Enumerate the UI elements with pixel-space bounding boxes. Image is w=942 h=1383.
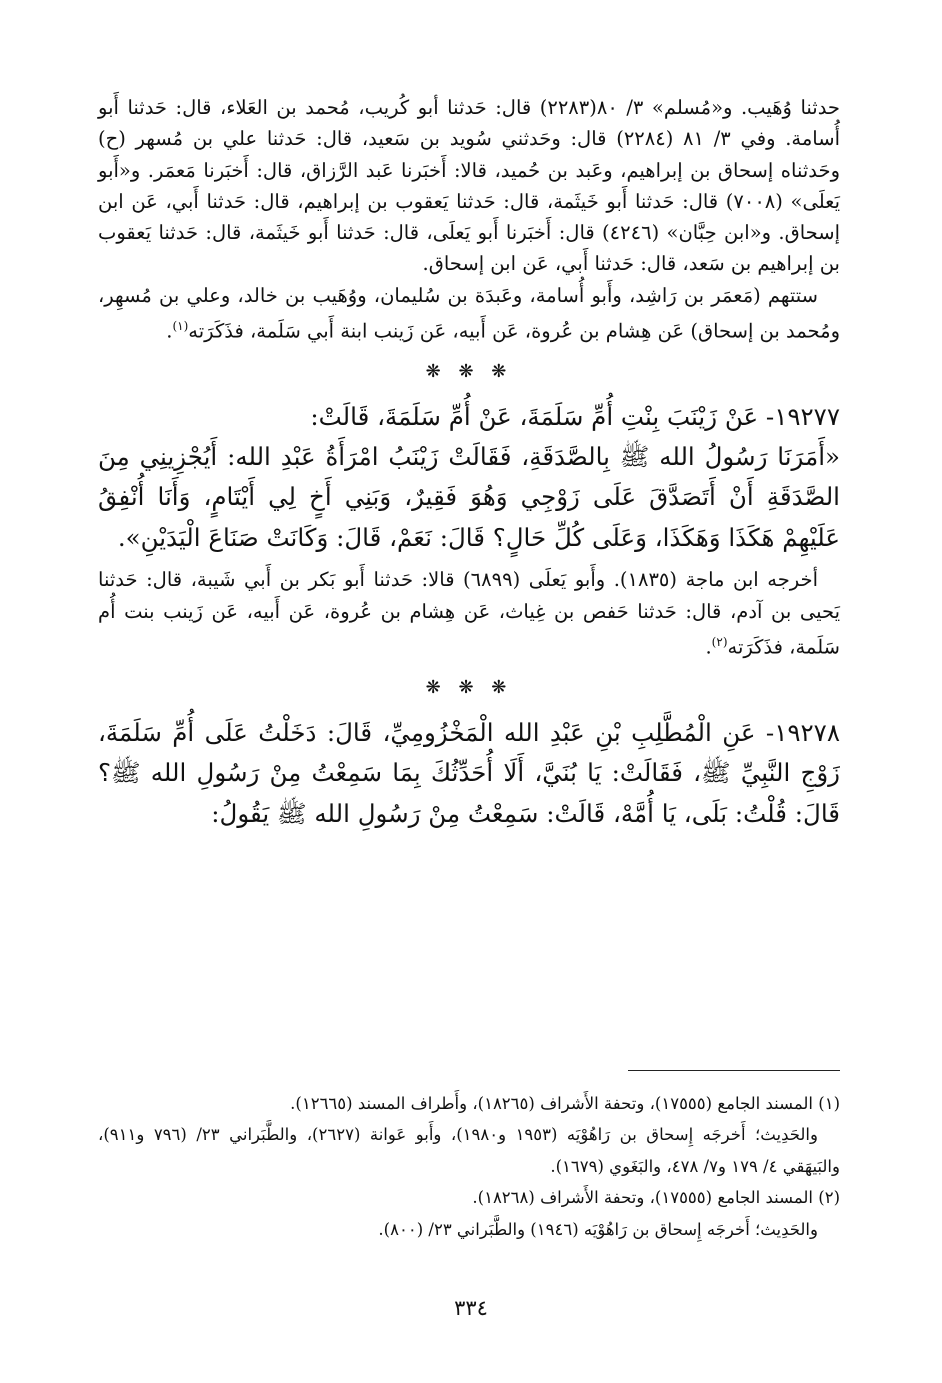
hadith-19277-text: «أَمَرَنَا رَسُولُ الله ﷺ بِالصَّدَقَةِ، فَقَالَتْ زَيْنَبُ امْرَأَةُ عَبْدِ الله: أَيُجْزِينِي مِنَ الصَّدَقَةِ أَنْ أَتَصَدَّقَ عَلَى زَوْجِي وَهُوَ فَقِيرٌ، وَبَنِي أَخٍ لِي أَيْتَامٍ، وَأَنَا أُنْفِقُ عَلَيْهِمْ هَكَذَا وَهَكَذَا، وَعَلَى كُلِّ حَالٍ؟ قَالَ: نَعَمْ، قَالَ: وَكَانَتْ صَنَاعَ الْيَدَيْنِ».: [98, 441, 840, 552]
footnote-2-line-2: والحَدِيث؛ أَخرجَه إِسحاق بن رَاهُوْيَه (١٩٤٦) والطَّبَراني ٢٣/ (٨٠٠).: [378, 1219, 818, 1239]
footnote-divider: [628, 1070, 840, 1071]
hadith-19278-text: ١٩٢٧٨- عَنِ الْمُطَّلِبِ بْنِ عَبْدِ الله الْمَخْزُومِيِّ، قَالَ: دَخَلْتُ عَلَى أُمِّ سَلَمَةَ، زَوْجِ النَّبِيِّ ﷺ، فَقَالَتْ: يَا بُنَيَّ، أَلَا أُحَدِّثُكَ بِمَا سَمِعْتُ مِنْ رَسُولِ الله ﷺ؟ قَالَ: قُلْتُ: بَلَى، يَا أُمَّهْ، قَالَتْ: سَمِعْتُ مِنْ رَسُولِ الله ﷺ يَقُولُ:: [98, 717, 840, 828]
footnote-ref-2[interactable]: (٢): [711, 634, 728, 649]
hadith-19278: [98, 713, 840, 835]
footnote-1-line-1: (١) المسند الجامع (١٧٥٥٥)، وتحفة الأَشراف (١٨٢٦٥)، وأَطراف المسند (١٢٦٦٥).: [290, 1094, 840, 1113]
footnote-2-line-1: (٢) المسند الجامع (١٧٥٥٥)، وتحفة الأَشراف (١٨٢٦٨).: [472, 1188, 840, 1208]
footnote-1-line-2: والحَدِيث؛ أَخرجَه إِسحاق بن رَاهُوْيَه (١٩٥٣ و١٩٨٠)، وأَبو عَوانة (٢٦٢٧)، والطَّبَراني ٢٣/ (٧٩٦ و٩١١)، والبَيهَقي ٤/ ١٧٩ و٧/ ٤٧٨، والبَغَوي (١٦٧٩).: [98, 1125, 840, 1176]
intro-summary-paragraph: ستتهم (مَعمَر بن رَاشِد، وأَبو أُسامة، وعَبدَة بن سُليمان، ووُهَيب بن خالد، وعلي بن مُسهِر، ومُحمد بن إسحاق) عَن هِشام بن عُروة، عَن أَبيه، عَن زَينب ابنة أَبي سَلَمة، فذَكَرَته$^{(١)}$.: [98, 283, 840, 343]
footnote-ref-1[interactable]: (١): [172, 319, 189, 334]
page-content: [98, 92, 841, 1239]
section-separator: ❋ ❋ ❋: [425, 676, 513, 698]
page-number: ٣٣٤: [454, 1296, 488, 1320]
hadith-19277: [98, 397, 840, 663]
section-separator: ❋ ❋ ❋: [425, 360, 513, 382]
footnotes: [98, 1088, 840, 1245]
takhrij-text: أخرجه ابن ماجة (١٨٣٥). وأَبو يَعلَى (٦٨٩٩) قالا: حَدثنا أَبو بَكر بن أَبي شَيبة، قال: حَدثنا يَحيى بن آدم، قال: حَدثنا حَفص بن غِياث، عَن هِشام بن عُروة، عَن أَبيه، عَن زَينب بنت أُم سَلَمة، فذَكَرَته: [98, 568, 840, 659]
intro-paragraph: حدثنا وُهَيب. و«مُسلم» ٣/ ٨٠(٢٢٨٣) قال: حَدثنا أبو كُريب، مُحمد بن العَلاء، قال: حَدثنا أَبو أُسامة. وفي ٣/ ٨١ (٢٢٨٤) قال: وحَدثني سُويد بن سَعيد، قال: حَدثنا علي بن مُسهر (ح) وحَدثناه إسحاق بن إبراهيم، وعَبد بن حُميد، قالا: أَخبَرنا عَبد الرَّزاق، قال: أَخبَرنا مَعمَر. و«أَبو يَعلَى» (٧٠٠٨) قال: حَدثنا أَبو خَيثَمة، قال: حَدثنا يَعقوب بن إبراهيم، قال: حَدثنا أَبي، عَن ابن إسحاق. و«ابن حِبَّان» (٤٢٤٦) قال: أَخبَرنا أَبو يَعلَى، قال: حَدثنا أَبو خَيثَمة، قال: حَدثنا يَعقوب بن إبراهيم بن سَعد، قال: حَدثنا أَبي، عَن ابن إسحاق.: [98, 96, 841, 276]
hadith-19277-heading: ١٩٢٧٧- عَنْ زَيْنَبَ بِنْتِ أُمِّ سَلَمَةَ، عَنْ أُمِّ سَلَمَةَ، قَالَتْ:: [310, 401, 840, 431]
intro-summary-text: ستتهم (مَعمَر بن رَاشِد، وأَبو أُسامة، وعَبدَة بن سُليمان، ووُهَيب بن خالد، وعلي بن مُسهِر، ومُحمد بن إسحاق) عَن هِشام بن عُروة، عَن أَبيه، عَن زَينب ابنة أَبي سَلَمة، فذَكَرَته: [98, 283, 840, 343]
hadith-19277-takhrij: أخرجه ابن ماجة (١٨٣٥). وأَبو يَعلَى (٦٨٩٩) قالا: حَدثنا أَبو بَكر بن أَبي شَيبة، قال: حَدثنا يَحيى بن آدم، قال: حَدثنا حَفص بن غِياث، عَن هِشام بن عُروة، عَن أَبيه، عَن زَينب بنت أُم سَلَمة، فذَكَرَته$^{(٢)}$.: [98, 568, 840, 659]
